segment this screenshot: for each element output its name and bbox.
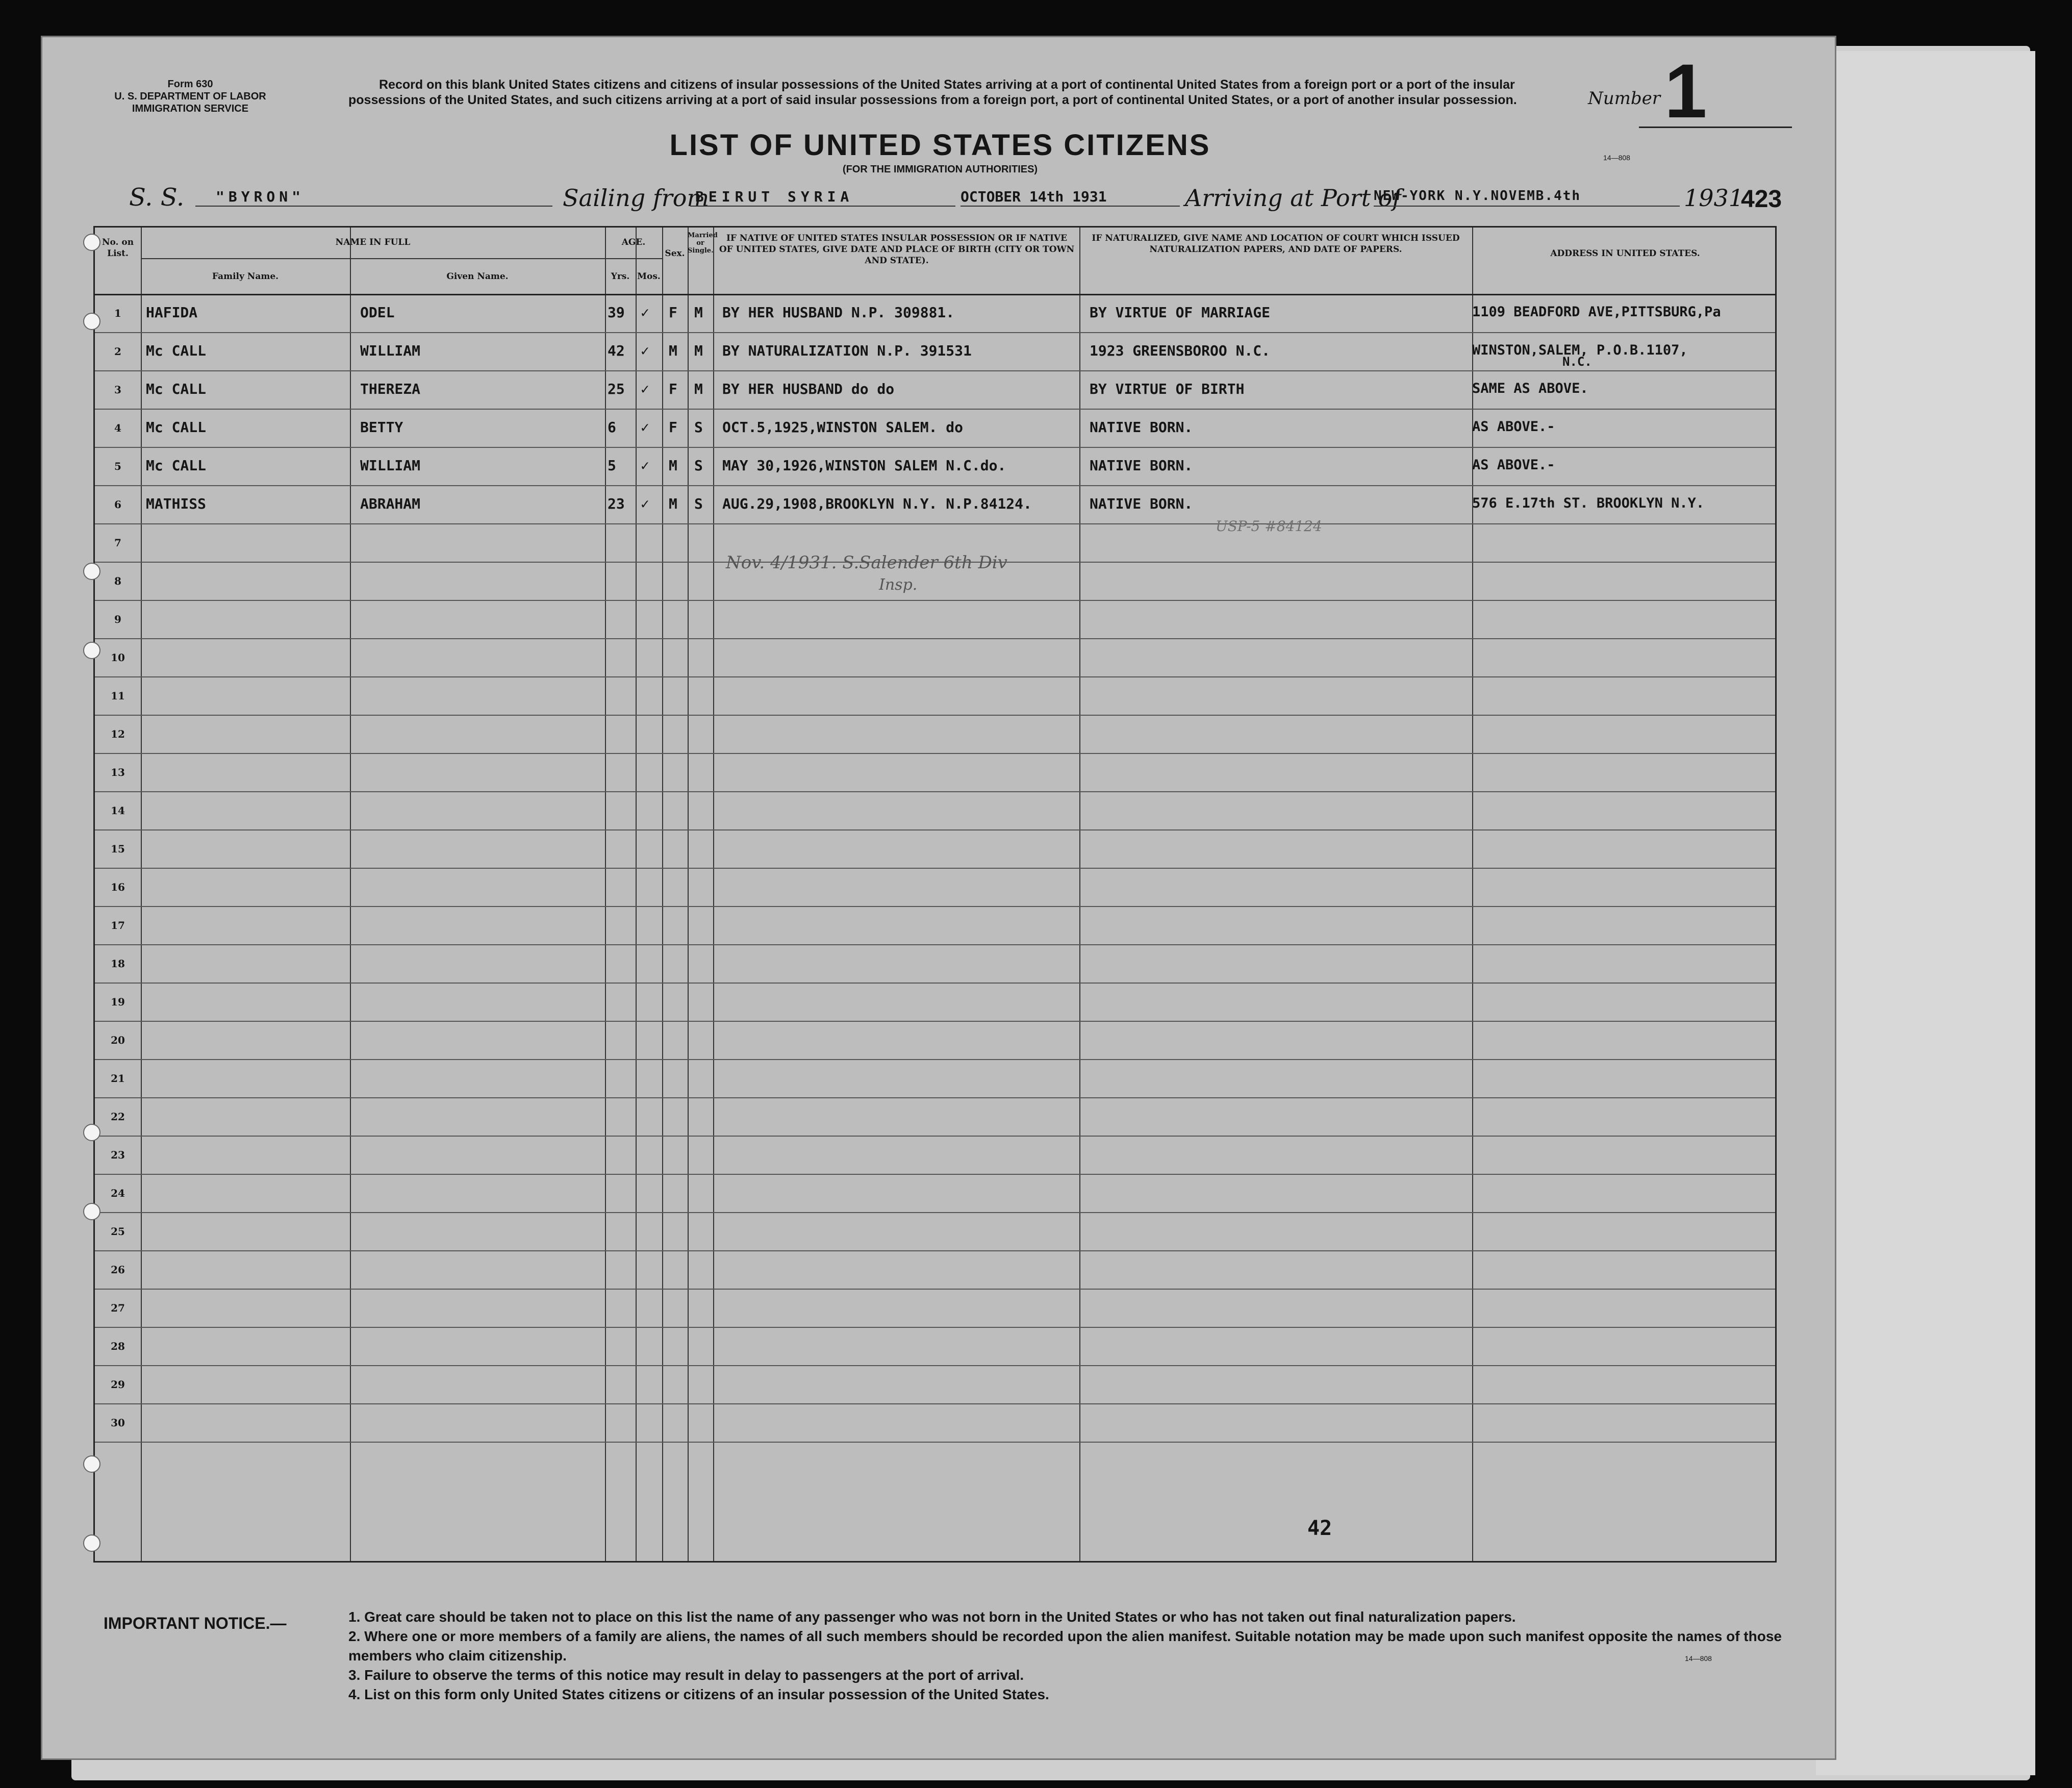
- row-line: [95, 332, 1775, 333]
- row-number: 7: [114, 537, 121, 549]
- row-line: [95, 791, 1775, 792]
- marital-status: M: [694, 304, 703, 321]
- age-years: 25: [608, 381, 625, 397]
- form-number: Form 630: [167, 79, 213, 90]
- age-years: 39: [608, 304, 625, 321]
- row-number: 5: [114, 460, 121, 472]
- arriving-port: NEW-YORK N.Y.NOVEMB.4th: [1374, 188, 1581, 204]
- row-number: 3: [114, 384, 121, 396]
- service: IMMIGRATION SERVICE: [132, 103, 249, 114]
- manifest-page: [41, 36, 1836, 1760]
- inspector-note-2: Insp.: [879, 576, 918, 594]
- given-name: THEREZA: [360, 381, 421, 397]
- row-number: 18: [111, 958, 125, 970]
- notice-item: 4. List on this form only United States citizens or citizens of an insular possession of the United States.: [348, 1686, 1049, 1702]
- age-years: 6: [608, 419, 616, 436]
- row-number: 29: [111, 1378, 125, 1391]
- row-line: [95, 868, 1775, 869]
- row-line: [95, 1442, 1775, 1443]
- binder-hole: [83, 313, 100, 330]
- row-line: [95, 1059, 1775, 1060]
- row-number: 16: [111, 881, 125, 893]
- row-line: [95, 447, 1775, 448]
- row-line: [95, 944, 1775, 945]
- row-number: 20: [111, 1034, 125, 1046]
- arriving-label: Arriving at Port of: [1185, 184, 1401, 212]
- row-number: 30: [111, 1417, 125, 1429]
- naturalization-info: BY VIRTUE OF MARRIAGE: [1090, 304, 1271, 321]
- col-header-sex: Sex.: [665, 248, 685, 259]
- notice-item: 3. Failure to observe the terms of this notice may result in delay to passengers at the port of arrival.: [348, 1667, 1024, 1683]
- col-header-family: Family Name.: [212, 271, 279, 282]
- background-sheet-edge: [1816, 51, 2035, 1775]
- page-title: LIST OF UNITED STATES CITIZENS: [669, 129, 1211, 162]
- notice-item: 1. Great care should be taken not to place on this list the name of any passenger who was not born in the United States or who has not taken out final naturalization papers.: [348, 1609, 1516, 1625]
- birth-info: MAY 30,1926,WINSTON SALEM N.C.do.: [722, 457, 1006, 474]
- row-line: [95, 485, 1775, 486]
- naturalization-info: NATIVE BORN.: [1090, 495, 1193, 512]
- row-number: 27: [111, 1302, 125, 1314]
- row-line: [95, 753, 1775, 754]
- address-note: N.C.: [1562, 355, 1592, 369]
- address: 1109 BEADFORD AVE,PITTSBURG,Pa: [1472, 304, 1721, 320]
- number-label: Number: [1588, 88, 1661, 109]
- col-header-no: No. on List.: [102, 237, 134, 259]
- bottom-code: 14—808: [1685, 1654, 1712, 1663]
- row-number: 25: [111, 1225, 125, 1238]
- age-months: ✓: [641, 457, 649, 474]
- row-number: 23: [111, 1149, 125, 1161]
- row6-note: USP-5 #84124: [1216, 518, 1322, 535]
- row-line: [95, 715, 1775, 716]
- family-name: Mc CALL: [146, 381, 207, 397]
- department: U. S. DEPARTMENT OF LABOR: [114, 91, 266, 102]
- family-name: HAFIDA: [146, 304, 198, 321]
- given-name: WILLIAM: [360, 457, 421, 474]
- row-number: 6: [114, 498, 121, 511]
- row-number: 4: [114, 422, 121, 434]
- family-name: Mc CALL: [146, 457, 207, 474]
- row-number: 9: [114, 613, 121, 625]
- age-years: 23: [608, 495, 625, 512]
- birth-info: OCT.5,1925,WINSTON SALEM. do: [722, 419, 964, 436]
- sex: M: [669, 342, 677, 359]
- marital-status: M: [694, 381, 703, 397]
- col-header-name: NAME IN FULL: [335, 237, 411, 247]
- row-line: [95, 1136, 1775, 1137]
- stamp-number: 423: [1741, 186, 1782, 213]
- col-header-mos: Mos.: [637, 271, 661, 282]
- given-name: ODEL: [360, 304, 395, 321]
- row-line: [95, 1174, 1775, 1175]
- row-line: [95, 983, 1775, 984]
- marital-status: S: [694, 495, 703, 512]
- age-months: ✓: [641, 495, 649, 512]
- age-months: ✓: [641, 419, 649, 436]
- row-line: [95, 906, 1775, 907]
- row-number: 12: [111, 728, 125, 740]
- age-months: ✓: [641, 304, 649, 321]
- row-number: 21: [111, 1072, 125, 1085]
- address: AS ABOVE.-: [1472, 419, 1555, 435]
- page-subtitle: (FOR THE IMMIGRATION AUTHORITIES): [842, 164, 1038, 175]
- sailing-label: Sailing from: [563, 184, 710, 212]
- sailing-from: BEIRUT SYRIA: [695, 188, 854, 205]
- arriving-year: 1931: [1684, 184, 1744, 212]
- col-header-given: Given Name.: [446, 271, 509, 282]
- row-number: 8: [114, 575, 121, 587]
- row-number: 14: [111, 804, 125, 817]
- birth-info: BY HER HUSBAND do do: [722, 381, 895, 397]
- naturalization-info: NATIVE BORN.: [1090, 419, 1193, 436]
- row-number: 2: [114, 345, 121, 358]
- birth-info: BY HER HUSBAND N.P. 309881.: [722, 304, 955, 321]
- binder-hole: [83, 234, 100, 251]
- row-number: 13: [111, 766, 125, 778]
- marital-status: S: [694, 419, 703, 436]
- col-header-yrs: Yrs.: [611, 271, 630, 282]
- sex: F: [669, 304, 677, 321]
- col-header-married: Married or Single.: [688, 232, 718, 255]
- binder-hole: [83, 1203, 100, 1220]
- binder-hole: [83, 563, 100, 580]
- row-line: [95, 1403, 1775, 1404]
- row-line: [95, 1021, 1775, 1022]
- row-line: [95, 1289, 1775, 1290]
- row-line: [95, 409, 1775, 410]
- row-line: [95, 638, 1775, 639]
- col-header-address: ADDRESS IN UNITED STATES.: [1550, 248, 1700, 259]
- row-line: [95, 523, 1775, 524]
- marital-status: M: [694, 342, 703, 359]
- row-number: 28: [111, 1340, 125, 1352]
- row-line: [95, 370, 1775, 371]
- ss-label: S. S.: [129, 183, 185, 212]
- row-line: [95, 829, 1775, 830]
- row-number: 24: [111, 1187, 125, 1199]
- sex: F: [669, 381, 677, 397]
- row-number: 19: [111, 996, 125, 1008]
- intro-text: Record on this blank United States citizens and citizens of insular possessions of the United States arriving at a port of continental United States from a foreign port or a port of the insular possessions of the United States, and such citizens arriving at a port of said insular possessions from a foreign port, a port of continental United States, or a port of another insular possession.: [348, 78, 1517, 107]
- notice-item: 2. Where one or more members of a family are aliens, the names of all such members should be recorded upon the alien manifest. Suitable notation may be made upon such manifest opposite the names of those members who claim citizenship.: [348, 1628, 1782, 1664]
- col-header-naturalized: IF NATURALIZED, GIVE NAME AND LOCATION OF COURT WHICH ISSUED NATURALIZATION PAPERS, AND DATE OF PAPERS.: [1092, 233, 1460, 255]
- birth-info: BY NATURALIZATION N.P. 391531: [722, 342, 972, 359]
- row-number: 17: [111, 919, 125, 931]
- row-number: 1: [114, 307, 121, 319]
- sex: M: [669, 457, 677, 474]
- marital-status: S: [694, 457, 703, 474]
- notice-label: IMPORTANT NOTICE.—: [104, 1614, 287, 1632]
- row-number: 15: [111, 843, 125, 855]
- row-line: [95, 676, 1775, 677]
- naturalization-info: NATIVE BORN.: [1090, 457, 1193, 474]
- age-years: 5: [608, 457, 616, 474]
- number-value: 1: [1664, 48, 1707, 134]
- binder-hole: [83, 1534, 100, 1552]
- inspector-note: Nov. 4/1931. S.Salender 6th Div: [726, 552, 1007, 573]
- row-line: [95, 1212, 1775, 1213]
- given-name: ABRAHAM: [360, 495, 421, 512]
- row-line: [95, 1365, 1775, 1366]
- address: 576 E.17th ST. BROOKLYN N.Y.: [1472, 495, 1705, 511]
- binder-hole: [83, 1124, 100, 1141]
- age-years: 42: [608, 342, 625, 359]
- form-identifier: [114, 78, 267, 115]
- age-months: ✓: [641, 381, 649, 397]
- age-months: ✓: [641, 342, 649, 359]
- address: WINSTON,SALEM, P.O.B.1107,: [1472, 342, 1688, 358]
- page-stamp: 42: [1307, 1517, 1332, 1540]
- passenger-table: [93, 226, 1777, 1563]
- sailing-date: OCTOBER 14th 1931: [961, 188, 1107, 205]
- given-name: BETTY: [360, 419, 403, 436]
- family-name: Mc CALL: [146, 419, 207, 436]
- sex: M: [669, 495, 677, 512]
- col-header-birth: IF NATIVE OF UNITED STATES INSULAR POSSESSION OR IF NATIVE OF UNITED STATES, GIVE DATE AND PLACE OF BIRTH (CITY OR TOWN AND STATE).: [719, 233, 1075, 266]
- birth-info: AUG.29,1908,BROOKLYN N.Y. N.P.84124.: [722, 495, 1032, 512]
- given-name: WILLIAM: [360, 342, 421, 359]
- row-line: [95, 1327, 1775, 1328]
- binder-hole: [83, 642, 100, 659]
- print-code: 14—808: [1603, 154, 1630, 162]
- ship-name: "BYRON": [216, 188, 305, 205]
- address: SAME AS ABOVE.: [1472, 381, 1588, 396]
- naturalization-info: 1923 GREENSBOROO N.C.: [1090, 342, 1271, 359]
- row-line: [95, 1097, 1775, 1098]
- col-header-age: AGE.: [621, 237, 646, 247]
- address: AS ABOVE.-: [1472, 457, 1555, 473]
- row-number: 26: [111, 1264, 125, 1276]
- binder-hole: [83, 1455, 100, 1473]
- row-number: 11: [111, 690, 125, 702]
- row-line: [95, 1250, 1775, 1251]
- row-line: [95, 600, 1775, 601]
- family-name: Mc CALL: [146, 342, 207, 359]
- sex: F: [669, 419, 677, 436]
- row-number: 22: [111, 1111, 125, 1123]
- family-name: MATHISS: [146, 495, 207, 512]
- row-number: 10: [111, 651, 125, 664]
- naturalization-info: BY VIRTUE OF BIRTH: [1090, 381, 1245, 397]
